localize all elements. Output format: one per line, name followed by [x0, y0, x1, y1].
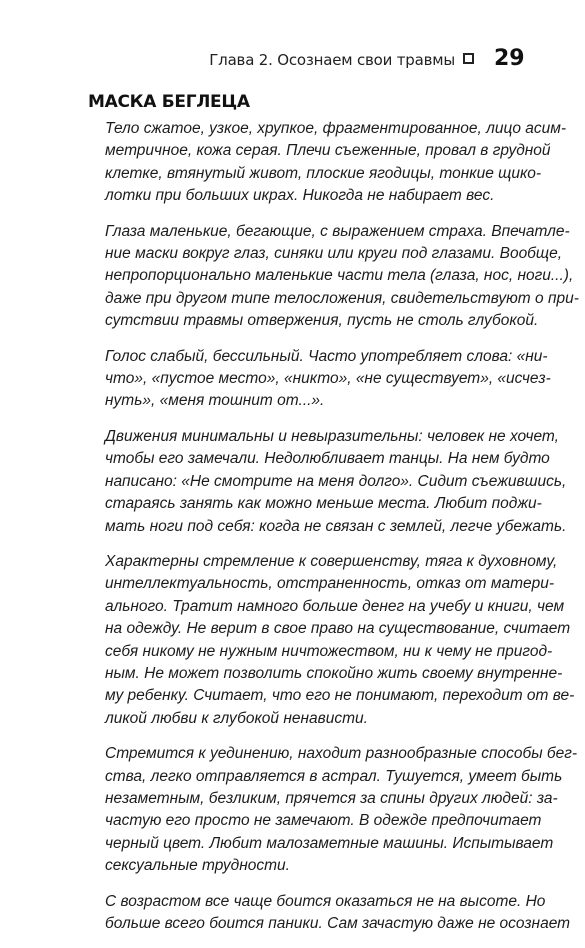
text-line: что», «пустое место», «никто», «не существует», «исчез-: [105, 370, 551, 388]
text-line: стараясь занять как можно меньше места. Любит поджи-: [105, 495, 542, 513]
text-line: Характерны стремление к совершенству, тяга к духовному,: [105, 552, 558, 570]
text-line: Стремится к уединению, находит разнообразные способы бег-: [105, 745, 578, 763]
text-line: ликой любви к глубокой ненависти.: [105, 709, 368, 727]
text-line: лотки при больших икрах. Никогда не набирает вес.: [105, 187, 495, 205]
text-line: сексуальные трудности.: [105, 857, 290, 875]
text-line: Движения минимальны и невыразительны: человек не хочет,: [105, 427, 559, 445]
text-line: сутствии травмы отвержения, пусть не столь глубокой.: [105, 312, 539, 330]
square-marker-icon: [463, 53, 474, 64]
text-line: черный цвет. Любит малозаметные машины. Испытывает: [105, 834, 554, 852]
paragraph: [105, 551, 575, 730]
text-line: непропорционально маленькие части тела (глаза, нос, ноги...),: [105, 267, 574, 285]
text-line: ального. Тратит намного больше денег на учебу и книги, чем: [105, 597, 565, 615]
text-line: незаметным, безликим, прячется за спины других людей: за-: [105, 789, 558, 807]
section-title: МАСКА БЕГЛЕЦА: [88, 92, 250, 112]
text-line: метричное, кожа серая. Плечи съеженные, провал в грудной: [105, 142, 551, 160]
paragraph: [105, 118, 567, 208]
text-line: клетке, втянутый живот, плоские ягодицы, тонкие щико-: [105, 164, 542, 182]
paragraph: [105, 346, 551, 413]
paragraph: [105, 891, 571, 936]
page-number: 29: [494, 46, 525, 71]
text-line: даже при другом типе телосложения, свидетельствуют о при-: [105, 289, 579, 307]
text-line: ства, легко отправляется в астрал. Тушуется, умеет быть: [105, 767, 563, 785]
text-line: себя никому не нужным ничтожеством, ни к чему не пригод-: [105, 642, 553, 660]
text-line: ние маски вокруг глаз, синяки или круги под глазами. Вообще,: [105, 245, 563, 263]
text-line: интеллектуальность, отстраненность, отказ от матери-: [105, 575, 555, 593]
running-header: [0, 44, 585, 74]
chapter-title: Глава 2. Осознаем свои травмы: [209, 51, 455, 69]
text-line: больше всего боится паники. Сам зачастую даже не осознает: [105, 915, 571, 932]
text-line: Глаза маленькие, бегающие, с выражением страха. Впечатле-: [105, 222, 570, 240]
text-line: ным. Не может позволить спокойно жить своему внутренне-: [105, 664, 563, 682]
text-line: на одежду. Не верит в свое право на существование, считает: [105, 620, 571, 638]
text-line: Тело сжатое, узкое, хрупкое, фрагментированное, лицо асим-: [105, 120, 567, 137]
text-line: частую его просто не замечают. В одежде предпочитает: [105, 812, 542, 830]
text-line: му ребенку. Считает, что его не понимают, переходит от ве-: [105, 687, 575, 705]
text-line: чтобы его замечали. Недолюбливает танцы. На нем будто: [105, 450, 550, 468]
paragraph: [105, 426, 567, 538]
text-line: Голос слабый, бессильный. Часто употребляет слова: «ни-: [105, 347, 548, 365]
body-text: [105, 118, 579, 948]
text-line: нуть», «меня тошнит от...».: [105, 392, 325, 410]
paragraph: [105, 743, 578, 877]
text-line: написано: «Не смотрите на меня долго». Сидит съежившись,: [105, 472, 567, 490]
paragraph: [105, 221, 579, 333]
text-line: С возрастом все чаще боится оказаться не на высоте. Но: [105, 892, 546, 910]
text-line: мать ноги под себя: когда не связан с землей, легче убежать.: [105, 517, 567, 535]
